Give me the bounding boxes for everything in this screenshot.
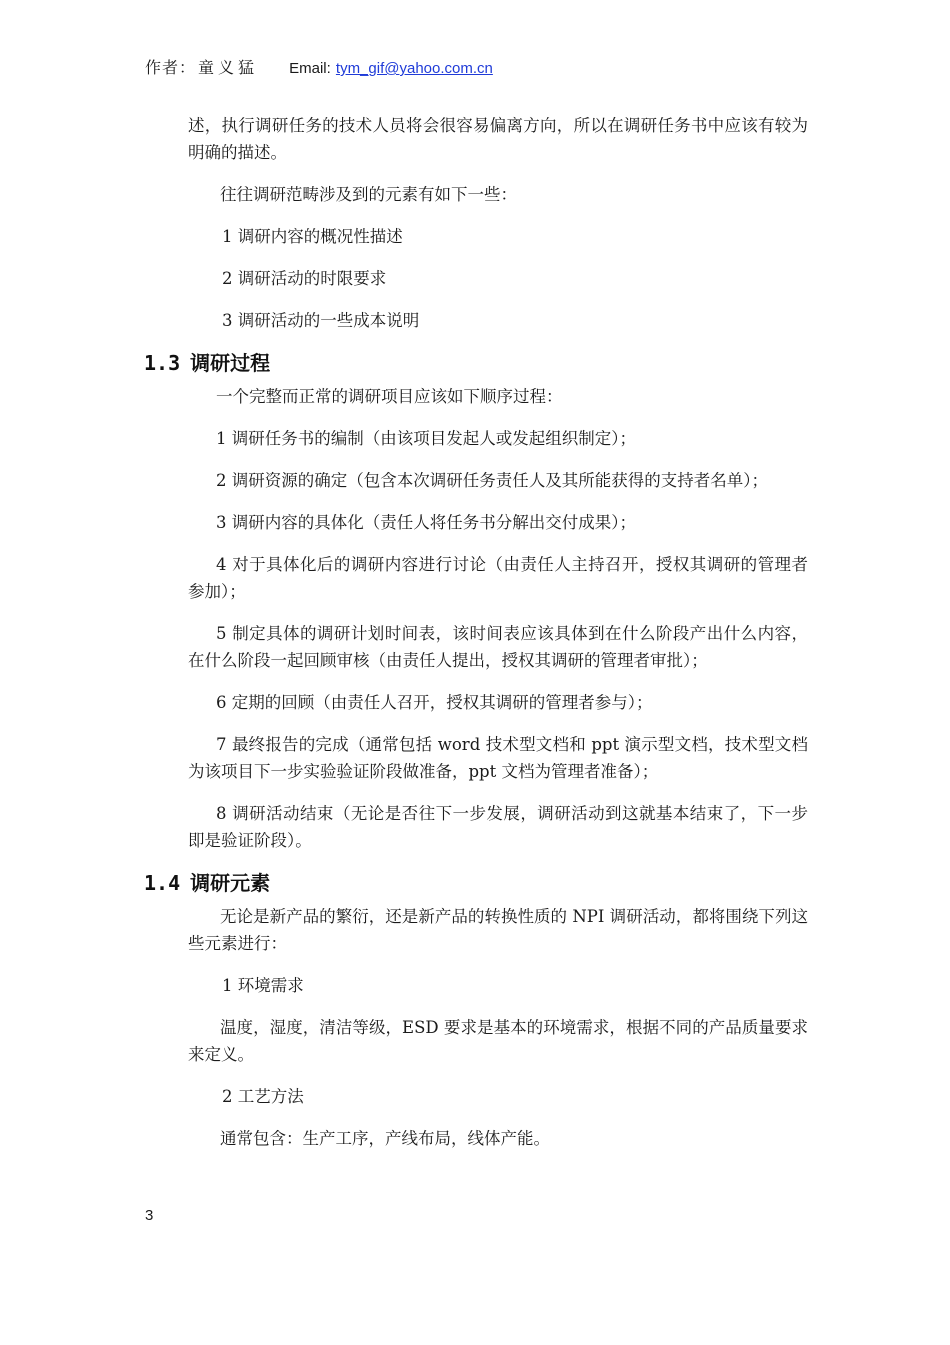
element-description: 温度，湿度，清洁等级，ESD 要求是基本的环境需求，根据不同的产品质量要求来定义。 — [188, 1018, 808, 1064]
document-body — [144, 112, 808, 1167]
process-step: 2 调研资源的确定（包含本次调研任务责任人及其所能获得的支持者名单）； — [216, 471, 768, 490]
continued-paragraph: 述，执行调研任务的技术人员将会很容易偏离方向，所以在调研任务书中应该有较为明确的描述。 — [188, 116, 808, 162]
process-lead-paragraph: 一个完整而正常的调研项目应该如下顺序过程： — [216, 387, 563, 406]
section-title: 调研过程 — [190, 351, 271, 375]
section-title: 调研元素 — [190, 871, 271, 895]
element-title: 2 工艺方法 — [222, 1087, 304, 1106]
author-name: 童义猛 — [198, 58, 259, 77]
section-heading-1-4 — [144, 869, 808, 897]
element-title: 1 环境需求 — [222, 976, 304, 995]
page-number: 3 — [145, 1207, 154, 1224]
process-step: 8 调研活动结束（无论是否往下一步发展，调研活动到这就基本结束了，下一步即是验证阶段）。 — [188, 804, 808, 850]
scope-item: 2 调研活动的时限要求 — [222, 269, 387, 288]
elements-lead-paragraph: 无论是新产品的繁衍，还是新产品的转换性质的 NPI 调研活动，都将围绕下列这些元素进行： — [188, 907, 808, 953]
author-label: 作者： — [145, 58, 197, 77]
section-number: 1.4 — [144, 871, 181, 895]
section-number: 1.3 — [144, 351, 181, 375]
process-step: 6 定期的回顾（由责任人召开，授权其调研的管理者参与）； — [216, 693, 653, 712]
email-link[interactable]: tym_gif@yahoo.com.cn — [335, 60, 493, 77]
process-step: 3 调研内容的具体化（责任人将任务书分解出交付成果）； — [216, 513, 636, 532]
page-header — [145, 57, 493, 80]
scope-item: 3 调研活动的一些成本说明 — [222, 311, 420, 330]
scope-lead-paragraph: 往往调研范畴涉及到的元素有如下一些： — [220, 185, 517, 204]
section-heading-1-3 — [144, 349, 808, 377]
process-step: 5 制定具体的调研计划时间表，该时间表应该具体到在什么阶段产出什么内容，在什么阶段一起回顾审核（由责任人提出，授权其调研的管理者审批）； — [188, 624, 808, 670]
email-label: Email: — [289, 60, 331, 77]
scope-item: 1 调研内容的概况性描述 — [222, 227, 403, 246]
element-description: 通常包含：生产工序，产线布局，线体产能。 — [220, 1129, 550, 1148]
process-step: 4 对于具体化后的调研内容进行讨论（由责任人主持召开，授权其调研的管理者参加）； — [188, 555, 808, 601]
process-step: 1 调研任务书的编制（由该项目发起人或发起组织制定）； — [216, 429, 636, 448]
process-step: 7 最终报告的完成（通常包括 word 技术型文档和 ppt 演示型文档，技术型文档为该项目下一步实验验证阶段做准备，ppt 文档为管理者准备）； — [188, 735, 808, 781]
